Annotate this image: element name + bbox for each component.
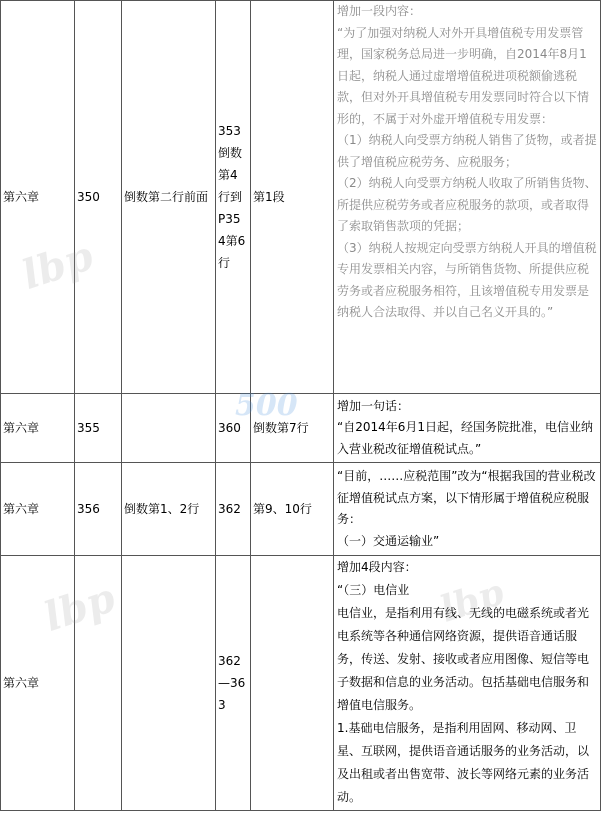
content-cell xyxy=(334,556,601,811)
new-page-cell: 362 xyxy=(216,463,251,556)
chapter-cell: 第六章 xyxy=(1,1,75,394)
content-line: 增加一句话： xyxy=(337,398,410,413)
page-cell xyxy=(75,556,122,811)
content-line: “为了加强对纳税人对外开具增值税专用发票管理，国家税务总局进一步明确，自2014年8月1日起，纳税人通过虚增增值税进项税额偷逃税款，但对外开具增值税专用发票同时符合以下情形的，不属于对外虚开增值税专用发票： xyxy=(337,25,590,126)
position-cell xyxy=(122,394,216,463)
content-cell xyxy=(334,394,601,463)
chapter-cell: 第六章 xyxy=(1,556,75,811)
content-cell xyxy=(334,463,601,556)
content-line: “自2014年6月1日起，经国务院批准，电信业纳入营业税改征增值税试点。” xyxy=(337,420,594,456)
new-page-cell: 362—363 xyxy=(216,556,251,811)
content-line: （一）交通运输业” xyxy=(337,533,440,548)
content-line: “目前，……应税范围”改为“根据我国的营业税改征增值税试点方案，以下情形属于增值税应税服务： xyxy=(337,469,596,526)
new-position-cell: 倒数第7行 xyxy=(251,394,334,463)
position-cell: 倒数第1、2行 xyxy=(122,463,216,556)
content-line: 增加4段内容： xyxy=(337,560,417,574)
new-position-cell xyxy=(251,556,334,811)
table-row xyxy=(1,394,601,463)
new-position-cell: 第9、10行 xyxy=(251,463,334,556)
position-cell xyxy=(122,556,216,811)
content-line: 增加一段内容： xyxy=(337,4,422,18)
content-line: （1）纳税人向受票方纳税人销售了货物，或者提供了增值税应税劳务、应税服务； xyxy=(337,133,597,169)
table-row xyxy=(1,1,601,394)
content-line: （3）纳税人按规定向受票方纳税人开具的增值税专用发票相关内容，与所销售货物、所提供应税劳务或者应税服务相符，且该增值税专用发票是纳税人合法取得、并以自己名义开具的。” xyxy=(337,240,597,319)
watermark-logo: lbp xyxy=(38,574,121,641)
watermark-logo: lbp xyxy=(16,232,99,299)
content-line: （2）纳税人向受票方纳税人收取了所销售货物、所提供应税劳务或者应税服务的款项，或者取得了索取销售款项的凭据； xyxy=(337,176,597,233)
new-page-cell: 353倒数第4行到P354第6行 xyxy=(216,1,251,394)
watermark-logo: 500 xyxy=(235,388,298,423)
watermark-logo: lbp xyxy=(435,571,509,631)
content-cell xyxy=(334,1,601,394)
page-cell: 350 xyxy=(75,1,122,394)
content-line: “（三）电信业 xyxy=(337,583,410,597)
position-cell: 倒数第二行前面 xyxy=(122,1,216,394)
table-row xyxy=(1,463,601,556)
new-position-cell: 第1段 xyxy=(251,1,334,394)
chapter-cell: 第六章 xyxy=(1,394,75,463)
chapter-cell: 第六章 xyxy=(1,463,75,556)
content-line: 1.基础电信服务，是指利用固网、移动网、卫星、互联网，提供语音通话服务的业务活动，以及出租或者出售宽带、波长等网络元素的业务活动。 xyxy=(337,721,590,804)
new-page-cell: 360 xyxy=(216,394,251,463)
table-row xyxy=(1,556,601,811)
page-cell: 355 xyxy=(75,394,122,463)
content-line: 电信业，是指利用有线、无线的电磁系统或者光电系统等各种通信网络资源，提供语音通话服务，传送、发射、接收或者应用图像、短信等电子数据和信息的业务活动。包括基础电信服务和增值电信服务。 xyxy=(337,606,590,712)
page-cell: 356 xyxy=(75,463,122,556)
